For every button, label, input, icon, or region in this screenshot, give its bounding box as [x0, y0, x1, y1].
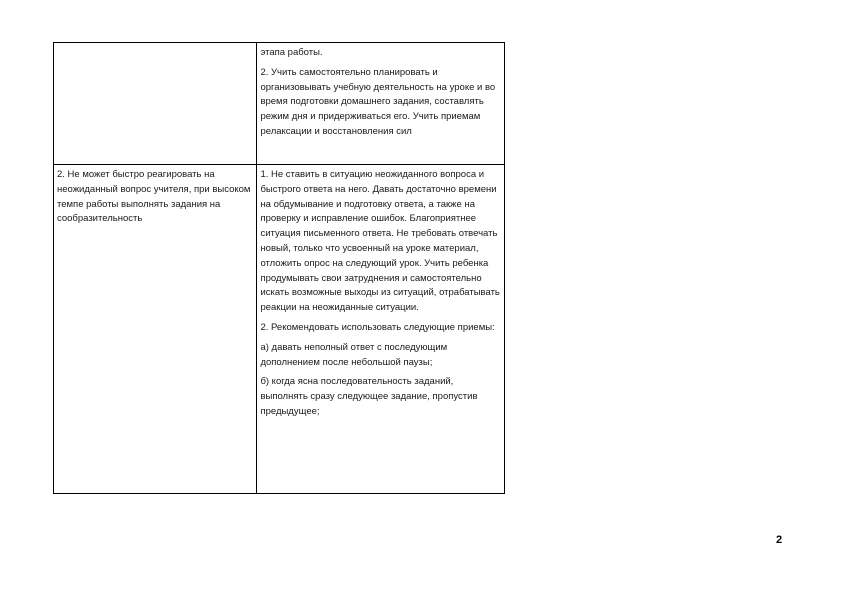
recommendation-paragraph: 1. Не ставить в ситуацию неожиданного вопроса и быстрого ответа на него. Давать достаточно времени на обдумывание и подготовку ответа, а также на проверку и исправление ошибок. Благоприятнее ситуация письменного ответа. Не требовать отвечать новый, только что усвоенный на уроке материал, отложить опрос на следующий урок. Учить ребенка продумывать свои затруднения и самостоятельно искать возможные выходы из ситуаций, отрабатывать реакции на неожиданные ситуации.	[260, 169, 500, 314]
recommendation-paragraph: 2. Учить самостоятельно планировать и организовывать учебную деятельность на уроке и во время подготовки домашнего задания, составлять режим дня и придерживаться его. Учить приемам релаксации и восстановления сил	[260, 66, 496, 137]
problem-cell	[54, 165, 257, 494]
recommendation-cell	[257, 165, 505, 494]
recommendation-paragraph: б) когда ясна последовательность заданий, выполнять сразу следующее задание, пропустив предыдущее;	[260, 376, 478, 417]
recommendations-table	[53, 42, 505, 494]
table-row	[54, 43, 505, 165]
page-number: 2	[776, 534, 783, 546]
problem-paragraph: 2. Не может быстро реагировать на неожиданный вопрос учителя, при высоком темпе работы выполнять задания на сообразительность	[57, 169, 251, 225]
table-row	[54, 165, 505, 494]
recommendation-paragraph: а) давать неполный ответ с последующим дополнением после небольшой паузы;	[260, 341, 448, 368]
problem-cell	[54, 43, 257, 165]
recommendation-paragraph: 2. Рекомендовать использовать следующие приемы:	[260, 321, 495, 333]
recommendation-cell	[257, 43, 505, 165]
recommendation-paragraph: этапа работы.	[260, 47, 323, 58]
